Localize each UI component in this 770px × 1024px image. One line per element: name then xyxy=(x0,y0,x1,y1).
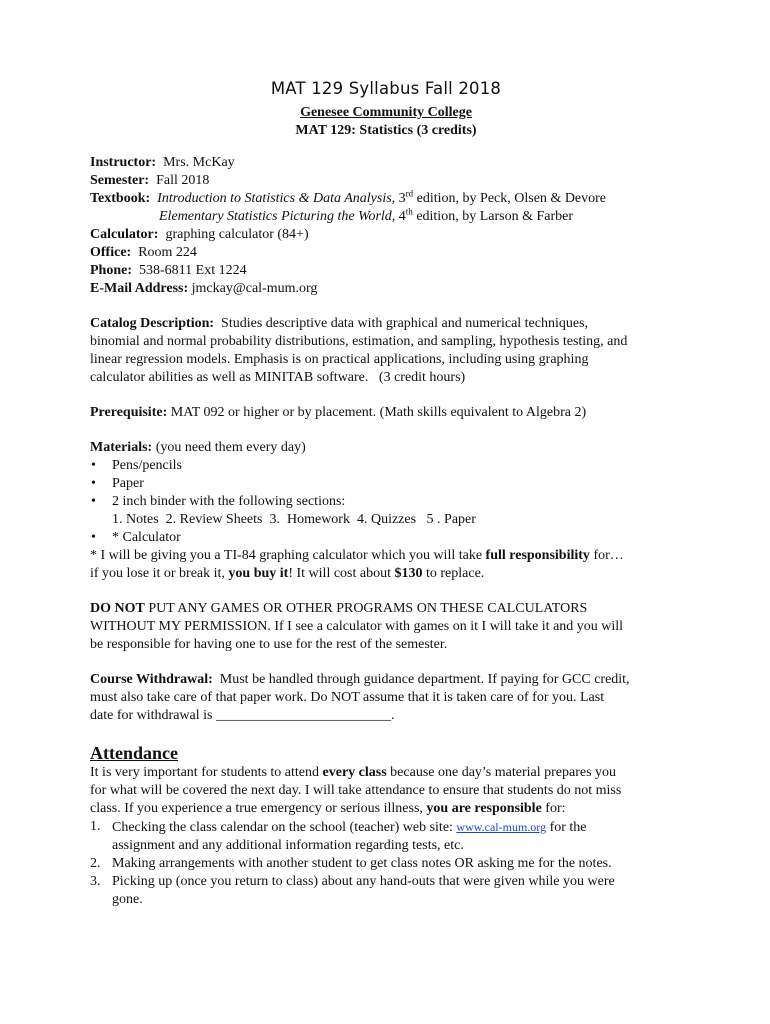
calculator-line xyxy=(90,226,682,244)
list-item-text: 2 inch binder with the following sections: xyxy=(112,494,346,509)
prerequisite-label: Prerequisite: xyxy=(90,405,168,420)
list-item xyxy=(90,818,682,855)
list-item xyxy=(90,493,682,511)
bullet-icon: • xyxy=(91,530,96,545)
list-number: 3. xyxy=(90,874,101,889)
list-number: 2. xyxy=(90,856,101,871)
warning-text: WITHOUT MY PERMISSION. If I see a calculator with games on it I will take it and you will xyxy=(90,619,624,634)
note-emphasis: you buy it xyxy=(228,566,289,581)
note-emphasis: full responsibility xyxy=(485,548,590,563)
binder-sections: 1. Notes 2. Review Sheets 3. Homework 4. Quizzes 5 . Paper xyxy=(112,512,476,527)
page-title: MAT 129 Syllabus Fall 2018 xyxy=(270,79,502,98)
note-text: to replace. xyxy=(422,566,485,581)
list-item-text: Picking up (once you return to class) about any hand-outs that were given while you were xyxy=(112,874,615,889)
calculator-note xyxy=(90,547,682,565)
list-item-text: * Calculator xyxy=(112,530,181,545)
textbook-1-edition: 3 xyxy=(398,191,406,206)
office-line xyxy=(90,244,682,262)
info-block xyxy=(90,154,682,298)
list-item xyxy=(90,475,682,493)
bullet-icon: • xyxy=(91,476,96,491)
textbook-2-edition-suffix: th xyxy=(405,206,413,217)
instructor-line xyxy=(90,154,682,172)
phone-value: 538-6811 Ext 1224 xyxy=(139,263,247,278)
attendance-text: for what will be covered the next day. I will take attendance to ensure that students do not miss xyxy=(90,783,622,798)
catalog-label: Catalog Description: xyxy=(90,316,215,331)
note-text: ! It will cost about xyxy=(288,566,395,581)
college-name: Genesee Community College xyxy=(300,105,472,120)
prerequisite-text: MAT 092 or higher or by placement. (Math skills equivalent to Algebra 2) xyxy=(170,405,587,420)
calculator-warning xyxy=(90,600,682,654)
email-value: jmckay@cal-mum.org xyxy=(191,281,318,296)
bullet-icon: • xyxy=(91,494,96,509)
list-item-text: gone. xyxy=(112,892,143,907)
bullet-icon: • xyxy=(91,458,96,473)
materials-label: Materials: xyxy=(90,440,153,455)
list-item-text: Making arrangements with another student to get class notes OR asking me for the notes. xyxy=(112,856,612,871)
attendance-text: because one day’s material prepares you xyxy=(386,765,617,780)
withdrawal-text: Must be handled through guidance department. If paying for GCC credit, xyxy=(219,672,630,687)
list-item-text: Paper xyxy=(112,476,144,491)
calculator-value: graphing calculator (84+) xyxy=(165,227,309,242)
email-label: E-Mail Address: xyxy=(90,281,189,296)
catalog-line: linear regression models. Emphasis is on practical applications, including using graphing xyxy=(90,352,589,367)
teacher-website-link[interactable]: www.cal-mum.org xyxy=(456,820,547,834)
materials-list xyxy=(90,457,682,547)
warning-text: be responsible for having one to use for the rest of the semester. xyxy=(90,637,448,652)
office-label: Office: xyxy=(90,245,132,260)
list-item-text: assignment and any additional information regarding tests, etc. xyxy=(112,838,464,853)
semester-line xyxy=(90,172,682,190)
textbook-2-authors: edition, by Larson & Farber xyxy=(416,209,573,224)
list-item-text: Checking the class calendar on the school (teacher) web site: xyxy=(112,820,457,835)
calculator-label: Calculator: xyxy=(90,227,159,242)
attendance-text: It is very important for students to attend xyxy=(90,765,323,780)
phone-label: Phone: xyxy=(90,263,132,278)
textbook-label: Textbook: xyxy=(90,191,151,206)
calculator-note-2 xyxy=(90,565,682,583)
catalog-description xyxy=(90,315,682,387)
attendance-emphasis: you are responsible xyxy=(426,801,542,816)
list-item-text: Pens/pencils xyxy=(112,458,182,473)
catalog-line: calculator abilities as well as MINITAB software. (3 credit hours) xyxy=(90,370,466,385)
textbook-2-edition: 4 xyxy=(398,209,406,224)
textbook-1-authors: edition, by Peck, Olsen & Devore xyxy=(416,191,607,206)
attendance-heading: Attendance xyxy=(90,743,178,763)
attendance-text: for: xyxy=(541,801,566,816)
office-value: Room 224 xyxy=(138,245,197,260)
attendance-list xyxy=(90,818,682,909)
textbook-1-edition-suffix: rd xyxy=(405,188,414,199)
materials-section xyxy=(90,439,682,583)
materials-intro: (you need them every day) xyxy=(155,440,306,455)
prerequisite xyxy=(90,404,682,422)
list-number: 1. xyxy=(90,819,101,834)
semester-value: Fall 2018 xyxy=(156,173,210,188)
note-text: for… xyxy=(589,548,624,563)
list-item xyxy=(90,873,682,909)
withdrawal-label: Course Withdrawal: xyxy=(90,672,213,687)
phone-line xyxy=(90,262,682,280)
withdrawal-text: date for withdrawal is _________________________. xyxy=(90,708,395,723)
email-line xyxy=(90,280,682,298)
attendance-section xyxy=(90,742,682,909)
course-withdrawal xyxy=(90,671,682,725)
instructor-value: Mrs. McKay xyxy=(163,155,235,170)
warning-text: PUT ANY GAMES OR OTHER PROGRAMS ON THESE CALCULATORS xyxy=(144,601,588,616)
textbook-line-2 xyxy=(90,208,682,226)
attendance-emphasis: every class xyxy=(322,765,387,780)
textbook-line-1 xyxy=(90,190,682,208)
note-text: * I will be giving you a TI-84 graphing calculator which you will take xyxy=(90,548,486,563)
semester-label: Semester: xyxy=(90,173,150,188)
list-item xyxy=(90,457,682,475)
catalog-line: Studies descriptive data with graphical and numerical techniques, xyxy=(221,316,589,331)
textbook-2-title: Elementary Statistics Picturing the World, xyxy=(159,209,396,224)
warning-emphasis: DO NOT xyxy=(90,601,145,616)
note-text: if you lose it or break it, xyxy=(90,566,229,581)
catalog-line: binomial and normal probability distributions, estimation, and sampling, hypothesis testing, and xyxy=(90,334,628,349)
replacement-cost: $130 xyxy=(394,566,423,581)
withdrawal-text: must also take care of that paper work. Do NOT assume that it is taken care of for you. Last xyxy=(90,690,605,705)
list-item xyxy=(90,529,682,547)
list-item xyxy=(90,855,682,873)
list-item-text: for the xyxy=(546,820,587,835)
attendance-text: class. If you experience a true emergency or serious illness, xyxy=(90,801,427,816)
textbook-1-title: Introduction to Statistics & Data Analysis, xyxy=(157,191,396,206)
instructor-label: Instructor: xyxy=(90,155,157,170)
course-name: MAT 129: Statistics (3 credits) xyxy=(295,123,477,138)
